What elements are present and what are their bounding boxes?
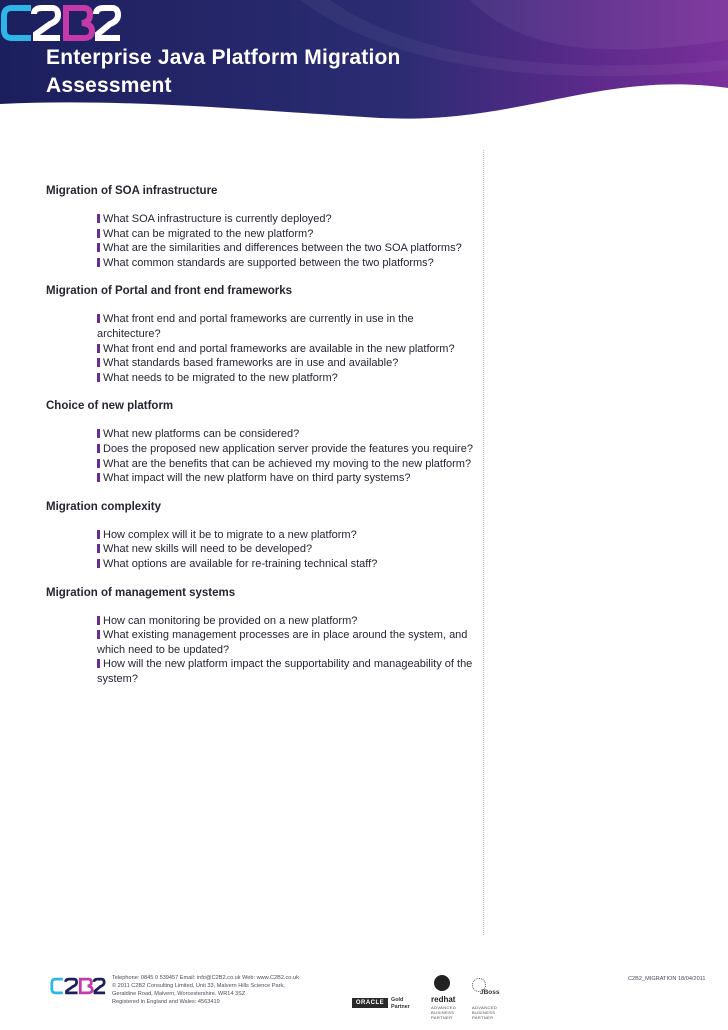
bullet-icon: [97, 314, 100, 323]
section-heading: Migration of Portal and front end frameworks: [46, 285, 292, 298]
question-list: [97, 312, 476, 385]
section-heading: Choice of new platform: [46, 400, 174, 413]
bullet-icon: [97, 459, 100, 468]
bullet-icon: [97, 630, 100, 639]
main-content: [46, 184, 476, 700]
footer-address: Geraldine Road, Malvern, Worcestershire. WR14 3SZ: [112, 991, 246, 997]
section-management: [46, 586, 476, 687]
section-heading: Migration complexity: [46, 500, 162, 513]
dotted-divider: [483, 150, 484, 935]
bullet-icon: [97, 444, 100, 453]
list-item: How complex will it be to migrate to a new platform?: [97, 528, 476, 543]
c2b2-logo: [0, 0, 122, 46]
footer-contact: Telephone: 0845 0 539457 Email: info@C2B2.co.uk Web: www.C2B2.co.uk: [112, 975, 299, 981]
list-item: What new platforms can be considered?: [97, 427, 476, 442]
list-item: What options are available for re-training technical staff?: [97, 557, 476, 572]
section-heading: Migration of SOA infrastructure: [46, 185, 218, 197]
document-reference: C2B2_MIGRATION 18/04/2011: [628, 976, 706, 982]
bullet-icon: [97, 473, 100, 482]
oracle-partner-label: Gold Partner: [391, 997, 410, 1010]
header-banner: [0, 0, 728, 130]
question-list: [97, 212, 476, 270]
question-list: [97, 614, 476, 687]
c2b2-footer-logo: [50, 974, 106, 998]
bullet-icon: [97, 616, 100, 625]
bullet-icon: [97, 243, 100, 252]
footer-contact-block: [112, 974, 372, 1006]
bullet-icon: [97, 358, 100, 367]
list-item: What new skills will need to be developed?: [97, 542, 476, 557]
list-item: What standards based frameworks are in use and available?: [97, 356, 476, 371]
question-list: [97, 427, 476, 485]
section-complexity: [46, 500, 476, 572]
list-item: What front end and portal frameworks are currently in use in the architecture?: [97, 313, 414, 340]
list-item: What can be migrated to the new platform?: [97, 227, 476, 242]
redhat-logo: redhat: [431, 995, 456, 1004]
section-platform-choice: [46, 399, 476, 485]
bullet-icon: [97, 373, 100, 382]
list-item: What are the similarities and differences between the two SOA platforms?: [97, 241, 476, 256]
document-title: Enterprise Java Platform Migration Assessment: [46, 46, 401, 97]
bullet-icon: [97, 659, 100, 668]
list-item: How can monitoring be provided on a new platform?: [97, 614, 476, 629]
question-list: [97, 528, 476, 572]
bullet-icon: [97, 544, 100, 553]
jboss-partner-label: ADVANCED BUSINESS PARTNER: [472, 1005, 498, 1020]
section-portal: [46, 284, 476, 385]
redhat-partner-label: ADVANCED BUSINESS PARTNER: [431, 1005, 457, 1020]
list-item: What needs to be migrated to the new platform?: [97, 371, 476, 386]
bullet-icon: [97, 344, 100, 353]
list-item: How will the new platform impact the supportability and manageability of the system?: [97, 658, 473, 685]
list-item: Does the proposed new application server provide the features you require?: [97, 442, 476, 457]
bullet-icon: [97, 229, 100, 238]
bullet-icon: [97, 429, 100, 438]
list-item: What common standards are supported between the two platforms?: [97, 256, 476, 271]
redhat-shadowman-icon: [434, 975, 450, 991]
section-soa: [46, 184, 476, 270]
list-item: What are the benefits that can be achieved my moving to the new platform?: [97, 457, 476, 472]
footer-registration: Registered in England and Wales: 4563419: [112, 999, 220, 1005]
section-heading: Migration of management systems: [46, 586, 236, 599]
bullet-icon: [97, 214, 100, 223]
bullet-icon: [97, 559, 100, 568]
list-item: What impact will the new platform have on third party systems?: [97, 471, 476, 486]
bullet-icon: [97, 530, 100, 539]
bullet-icon: [97, 258, 100, 267]
page-footer: [0, 972, 728, 1030]
jboss-logo: JBoss: [480, 989, 500, 996]
footer-copyright: © 2011 C2B2 Consulting Limited, Unit 33, Malvern Hills Science Park,: [112, 983, 285, 989]
list-item: What front end and portal frameworks are available in the new platform?: [97, 342, 476, 357]
oracle-logo: ORACLE: [352, 998, 388, 1008]
list-item: What existing management processes are in place around the system, and which need to be updated?: [97, 629, 468, 656]
list-item: What SOA infrastructure is currently deployed?: [97, 212, 476, 227]
